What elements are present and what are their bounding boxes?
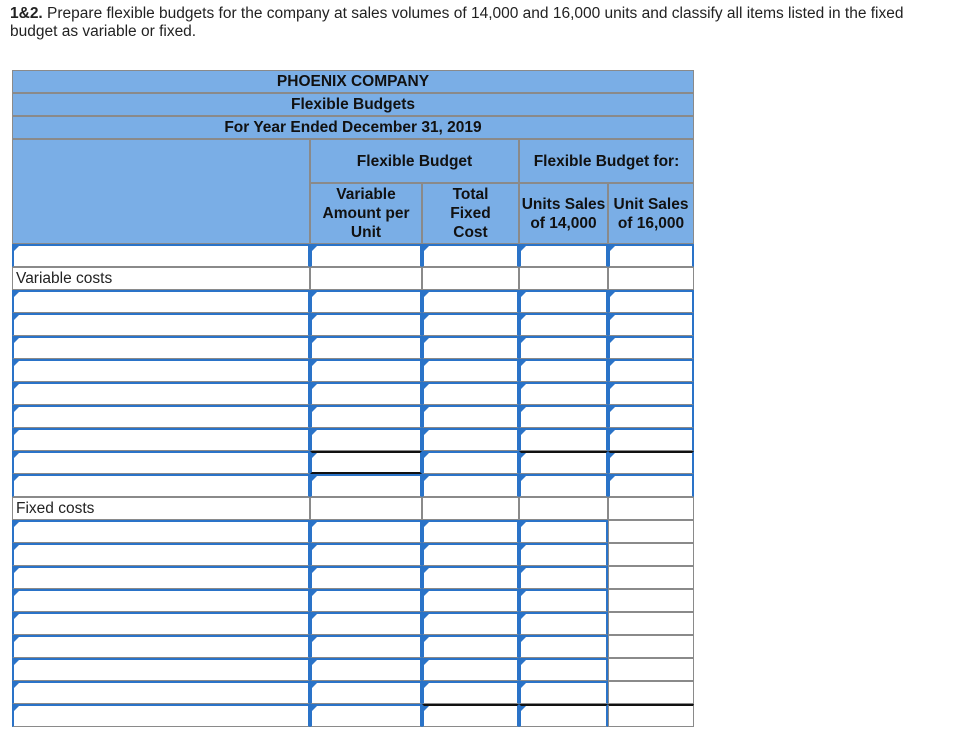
variable-amount-input[interactable]	[310, 474, 422, 497]
units-14000-input[interactable]	[519, 359, 608, 382]
variable-amount-input[interactable]	[310, 704, 422, 727]
section-row-blank	[608, 267, 694, 290]
units-14000-input[interactable]	[519, 405, 608, 428]
units-14000-input[interactable]	[519, 290, 608, 313]
section-row-blank	[519, 267, 608, 290]
variable-amount-input[interactable]	[310, 658, 422, 681]
units-14000-input[interactable]	[519, 589, 608, 612]
row-label-input[interactable]	[12, 336, 310, 359]
total-fixed-input[interactable]	[422, 290, 519, 313]
table-period: For Year Ended December 31, 2019	[12, 116, 694, 139]
variable-amount-input[interactable]	[310, 290, 422, 313]
row-label-input[interactable]	[12, 474, 310, 497]
variable-amount-input[interactable]	[310, 451, 422, 474]
total-fixed-input[interactable]	[422, 336, 519, 359]
row-label-input[interactable]	[12, 382, 310, 405]
total-fixed-input[interactable]	[422, 589, 519, 612]
units-14000-input[interactable]	[519, 520, 608, 543]
units-14000-input[interactable]	[519, 451, 608, 474]
header-flexible-budget-for: Flexible Budget for:	[519, 139, 694, 183]
units-16000-input[interactable]	[608, 405, 694, 428]
units-14000-input[interactable]	[519, 635, 608, 658]
units-14000-input[interactable]	[519, 428, 608, 451]
section-row-blank	[519, 497, 608, 520]
row-label-input[interactable]	[12, 405, 310, 428]
units-16000-input[interactable]	[608, 612, 694, 635]
total-fixed-input[interactable]	[422, 359, 519, 382]
variable-amount-input[interactable]	[310, 336, 422, 359]
variable-amount-input[interactable]	[310, 313, 422, 336]
variable-amount-input[interactable]	[310, 359, 422, 382]
total-fixed-input[interactable]	[422, 474, 519, 497]
units-14000-input[interactable]	[519, 244, 608, 267]
row-label-input[interactable]	[12, 244, 310, 267]
row-label-input[interactable]	[12, 635, 310, 658]
total-fixed-input[interactable]	[422, 451, 519, 474]
total-fixed-input[interactable]	[422, 382, 519, 405]
units-16000-input[interactable]	[608, 589, 694, 612]
row-label-input[interactable]	[12, 704, 310, 727]
col-total-fixed-cost: Total Fixed Cost	[422, 183, 519, 244]
variable-amount-input[interactable]	[310, 244, 422, 267]
units-16000-input[interactable]	[608, 520, 694, 543]
col-unit-sales-16000: Unit Sales of 16,000	[608, 183, 694, 244]
variable-amount-input[interactable]	[310, 520, 422, 543]
row-label-input[interactable]	[12, 451, 310, 474]
units-14000-input[interactable]	[519, 313, 608, 336]
units-14000-input[interactable]	[519, 474, 608, 497]
fixed-costs-label: Fixed costs	[12, 497, 310, 520]
units-14000-input[interactable]	[519, 336, 608, 359]
section-row-blank	[422, 267, 519, 290]
header-flexible-budget: Flexible Budget	[310, 139, 519, 183]
units-16000-input[interactable]	[608, 290, 694, 313]
row-label-input[interactable]	[12, 658, 310, 681]
units-14000-input[interactable]	[519, 566, 608, 589]
row-label-input[interactable]	[12, 313, 310, 336]
company-name: PHOENIX COMPANY	[12, 70, 694, 93]
total-fixed-input[interactable]	[422, 543, 519, 566]
variable-amount-input[interactable]	[310, 405, 422, 428]
units-16000-input[interactable]	[608, 474, 694, 497]
units-14000-input[interactable]	[519, 612, 608, 635]
row-label-input[interactable]	[12, 290, 310, 313]
units-16000-input[interactable]	[608, 566, 694, 589]
section-row-blank	[608, 497, 694, 520]
question-number: 1&2.	[10, 5, 43, 22]
section-row-blank	[310, 267, 422, 290]
total-fixed-input[interactable]	[422, 313, 519, 336]
units-16000-input[interactable]	[608, 543, 694, 566]
units-14000-input[interactable]	[519, 543, 608, 566]
units-14000-input[interactable]	[519, 681, 608, 704]
col-units-sales-14000: Units Sales of 14,000	[519, 183, 608, 244]
row-label-input[interactable]	[12, 566, 310, 589]
units-16000-input[interactable]	[608, 359, 694, 382]
units-16000-input[interactable]	[608, 313, 694, 336]
units-16000-input[interactable]	[608, 681, 694, 704]
total-fixed-input[interactable]	[422, 428, 519, 451]
table-title: Flexible Budgets	[12, 93, 694, 116]
variable-amount-input[interactable]	[310, 589, 422, 612]
units-16000-input[interactable]	[608, 244, 694, 267]
total-fixed-input[interactable]	[422, 566, 519, 589]
variable-amount-input[interactable]	[310, 635, 422, 658]
total-fixed-input[interactable]	[422, 520, 519, 543]
units-14000-input[interactable]	[519, 382, 608, 405]
units-16000-input[interactable]	[608, 704, 694, 727]
total-fixed-input[interactable]	[422, 704, 519, 727]
variable-amount-input[interactable]	[310, 382, 422, 405]
section-row-blank	[422, 497, 519, 520]
header-blank	[12, 139, 310, 244]
flexible-budget-table	[12, 70, 694, 744]
question-text: Prepare flexible budgets for the company at sales volumes of 14,000 and 16,000 units and classify all items listed in the fixed budget as variable or fixed.	[10, 5, 904, 40]
variable-amount-input[interactable]	[310, 681, 422, 704]
variable-costs-label: Variable costs	[12, 267, 310, 290]
variable-amount-input[interactable]	[310, 543, 422, 566]
row-label-input[interactable]	[12, 681, 310, 704]
col-variable-amount-per-unit: Variable Amount per Unit	[310, 183, 422, 244]
total-fixed-input[interactable]	[422, 635, 519, 658]
variable-amount-input[interactable]	[310, 612, 422, 635]
total-fixed-input[interactable]	[422, 405, 519, 428]
total-fixed-input[interactable]	[422, 681, 519, 704]
units-16000-input[interactable]	[608, 428, 694, 451]
row-label-input[interactable]	[12, 543, 310, 566]
total-fixed-input[interactable]	[422, 244, 519, 267]
units-16000-input[interactable]	[608, 451, 694, 474]
units-14000-input[interactable]	[519, 658, 608, 681]
variable-amount-input[interactable]	[310, 566, 422, 589]
variable-amount-input[interactable]	[310, 428, 422, 451]
units-14000-input[interactable]	[519, 704, 608, 727]
question-prompt	[10, 5, 950, 41]
row-label-input[interactable]	[12, 612, 310, 635]
row-label-input[interactable]	[12, 428, 310, 451]
total-fixed-input[interactable]	[422, 612, 519, 635]
units-16000-input[interactable]	[608, 382, 694, 405]
row-label-input[interactable]	[12, 520, 310, 543]
units-16000-input[interactable]	[608, 658, 694, 681]
units-16000-input[interactable]	[608, 336, 694, 359]
row-label-input[interactable]	[12, 589, 310, 612]
row-label-input[interactable]	[12, 359, 310, 382]
total-fixed-input[interactable]	[422, 658, 519, 681]
section-row-blank	[310, 497, 422, 520]
units-16000-input[interactable]	[608, 635, 694, 658]
